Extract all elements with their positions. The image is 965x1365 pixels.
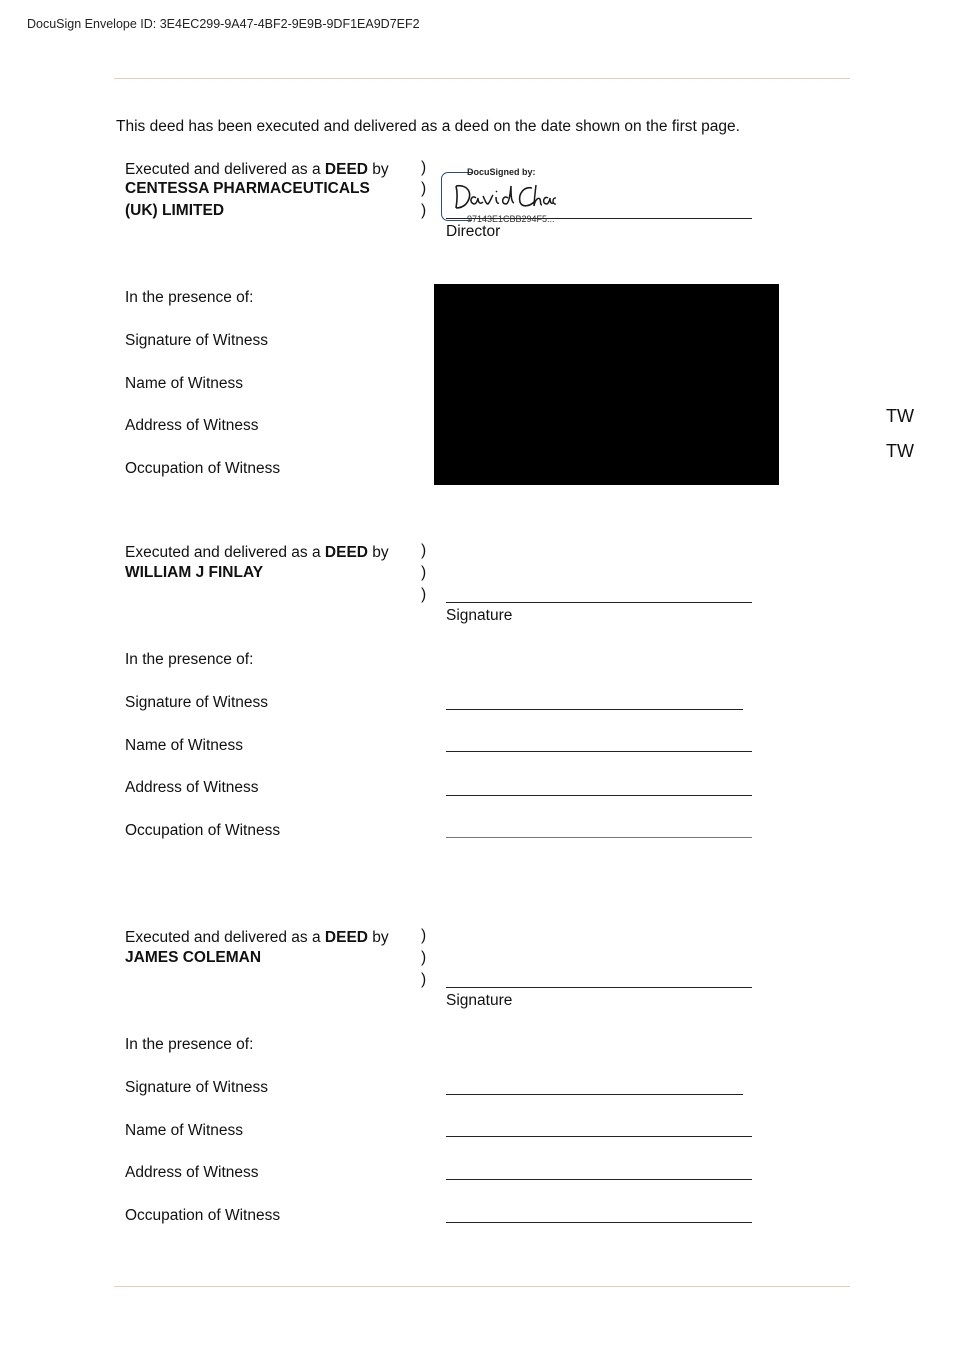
signature-line[interactable]	[446, 987, 752, 988]
envelope-id: DocuSign Envelope ID: 3E4EC299-9A47-4BF2-9E9B-9DF1EA9D7EF2	[27, 17, 420, 31]
witness-signature-line[interactable]	[446, 709, 743, 710]
paren: )	[421, 586, 427, 603]
witness-occupation-label: Occupation of Witness	[125, 822, 281, 839]
witness-presence-label: In the presence of:	[125, 1036, 254, 1053]
witness-address-line[interactable]	[446, 1179, 752, 1180]
signer-role-director: Director	[446, 223, 501, 240]
executed-line-3: Executed and delivered as a DEED by	[125, 929, 389, 946]
executed-line-2: Executed and delivered as a DEED by	[125, 544, 389, 561]
margin-initials: TW	[886, 406, 914, 426]
witness-name-label: Name of Witness	[125, 375, 244, 392]
paren: )	[421, 542, 427, 559]
witness-signature-line[interactable]	[446, 1094, 743, 1095]
party-name-1b: (UK) LIMITED	[125, 202, 225, 219]
signature-image-david-chao	[452, 180, 557, 212]
paren: )	[421, 927, 427, 944]
witness-signature-label: Signature of Witness	[125, 332, 269, 349]
paren: )	[421, 971, 427, 988]
paren: )	[421, 949, 427, 966]
witness-address-label: Address of Witness	[125, 1164, 259, 1181]
signature-line[interactable]	[446, 602, 752, 603]
witness-signature-label: Signature of Witness	[125, 1079, 269, 1096]
witness-occupation-label: Occupation of Witness	[125, 460, 281, 477]
witness-name-label: Name of Witness	[125, 1122, 244, 1139]
witness-address-label: Address of Witness	[125, 417, 259, 434]
redaction-block	[434, 284, 779, 485]
party-name-3: JAMES COLEMAN	[125, 949, 262, 966]
paren: )	[421, 180, 427, 197]
docusign-label: DocuSigned by:	[467, 167, 536, 177]
witness-occupation-line[interactable]	[446, 837, 752, 838]
party-name-1a: CENTESSA PHARMACEUTICALS	[125, 180, 370, 197]
paren: )	[421, 202, 427, 219]
witness-address-line[interactable]	[446, 795, 752, 796]
witness-signature-label: Signature of Witness	[125, 694, 269, 711]
witness-name-line[interactable]	[446, 1136, 752, 1137]
signature-line	[446, 218, 752, 219]
paren: )	[421, 159, 427, 176]
margin-initials: TW	[886, 441, 914, 461]
executed-line-1: Executed and delivered as a DEED by	[125, 161, 389, 178]
witness-address-label: Address of Witness	[125, 779, 259, 796]
witness-occupation-label: Occupation of Witness	[125, 1207, 281, 1224]
bottom-divider	[114, 1286, 850, 1287]
signature-caption: Signature	[446, 607, 513, 624]
signature-caption: Signature	[446, 992, 513, 1009]
intro-statement: This deed has been executed and delivered as a deed on the date shown on the first page.	[116, 118, 740, 135]
witness-name-line[interactable]	[446, 751, 752, 752]
witness-occupation-line[interactable]	[446, 1222, 752, 1223]
top-divider	[114, 78, 850, 79]
witness-presence-label: In the presence of:	[125, 651, 254, 668]
paren: )	[421, 564, 427, 581]
witness-name-label: Name of Witness	[125, 737, 244, 754]
docusign-hash: 97143E1CBB294F5...	[467, 214, 555, 224]
witness-presence-label: In the presence of:	[125, 289, 254, 306]
party-name-2: WILLIAM J FINLAY	[125, 564, 264, 581]
